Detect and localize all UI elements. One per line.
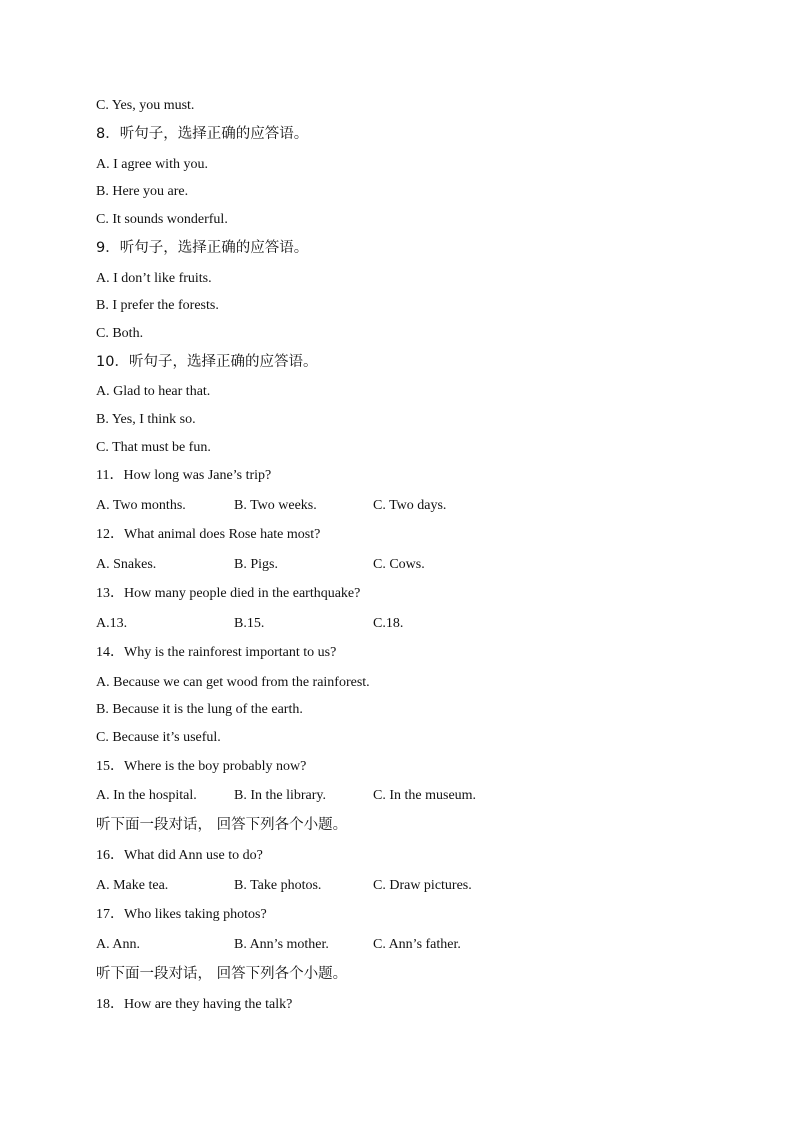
- q12-option-c: C. Cows.: [373, 557, 425, 572]
- dialogue-instruction-1: 听下面一段对话， 回答下列各个小题。: [96, 817, 348, 833]
- q12-question: 12．What animal does Rose hate most?: [96, 527, 321, 542]
- q8-instruction: 8．听句子，选择正确的应答语。: [96, 126, 309, 142]
- q14-option-b: B. Because it is the lung of the earth.: [96, 702, 303, 717]
- q10-instruction: 10．听句子，选择正确的应答语。: [96, 354, 318, 370]
- q14-question: 14．Why is the rainforest important to us?: [96, 645, 337, 660]
- q7-option-c: C. Yes, you must.: [96, 98, 195, 113]
- q11-question: 11．How long was Jane’s trip?: [96, 468, 272, 483]
- q15-option-b: B. In the library.: [234, 788, 327, 803]
- q8-option-c: C. It sounds wonderful.: [96, 212, 228, 227]
- q13-option-c: C.18.: [373, 616, 404, 631]
- q10-option-a: A. Glad to hear that.: [96, 384, 211, 399]
- q9-instruction: 9．听句子，选择正确的应答语。: [96, 240, 309, 256]
- q16-option-c: C. Draw pictures.: [373, 878, 472, 893]
- q11-option-b: B. Two weeks.: [234, 498, 317, 513]
- q9-option-b: B. I prefer the forests.: [96, 298, 219, 313]
- q9-option-a: A. I don’t like fruits.: [96, 271, 212, 286]
- q16-option-b: B. Take photos.: [234, 878, 322, 893]
- q14-option-c: C. Because it’s useful.: [96, 730, 221, 745]
- q13-question: 13．How many people died in the earthquake?: [96, 586, 361, 601]
- q8-option-b: B. Here you are.: [96, 184, 189, 199]
- q13-option-b: B.15.: [234, 616, 265, 631]
- q12-option-b: B. Pigs.: [234, 557, 278, 572]
- q18-question: 18．How are they having the talk?: [96, 997, 293, 1012]
- q10-option-c: C. That must be fun.: [96, 440, 211, 455]
- q9-option-c: C. Both.: [96, 326, 144, 341]
- q16-question: 16．What did Ann use to do?: [96, 848, 263, 863]
- q12-option-a: A. Snakes.: [96, 557, 157, 572]
- q14-option-a: A. Because we can get wood from the rainforest.: [96, 675, 370, 690]
- q11-option-c: C. Two days.: [373, 498, 447, 513]
- q17-option-c: C. Ann’s father.: [373, 937, 461, 952]
- q17-question: 17．Who likes taking photos?: [96, 907, 267, 922]
- q10-option-b: B. Yes, I think so.: [96, 412, 196, 427]
- q8-option-a: A. I agree with you.: [96, 157, 208, 172]
- dialogue-instruction-2: 听下面一段对话， 回答下列各个小题。: [96, 966, 348, 982]
- q13-option-a: A.13.: [96, 616, 128, 631]
- q15-option-c: C. In the museum.: [373, 788, 477, 803]
- q11-option-a: A. Two months.: [96, 498, 186, 513]
- q17-option-a: A. Ann.: [96, 937, 140, 952]
- q17-option-b: B. Ann’s mother.: [234, 937, 329, 952]
- q16-option-a: A. Make tea.: [96, 878, 169, 893]
- q15-question: 15．Where is the boy probably now?: [96, 759, 307, 774]
- q15-option-a: A. In the hospital.: [96, 788, 197, 803]
